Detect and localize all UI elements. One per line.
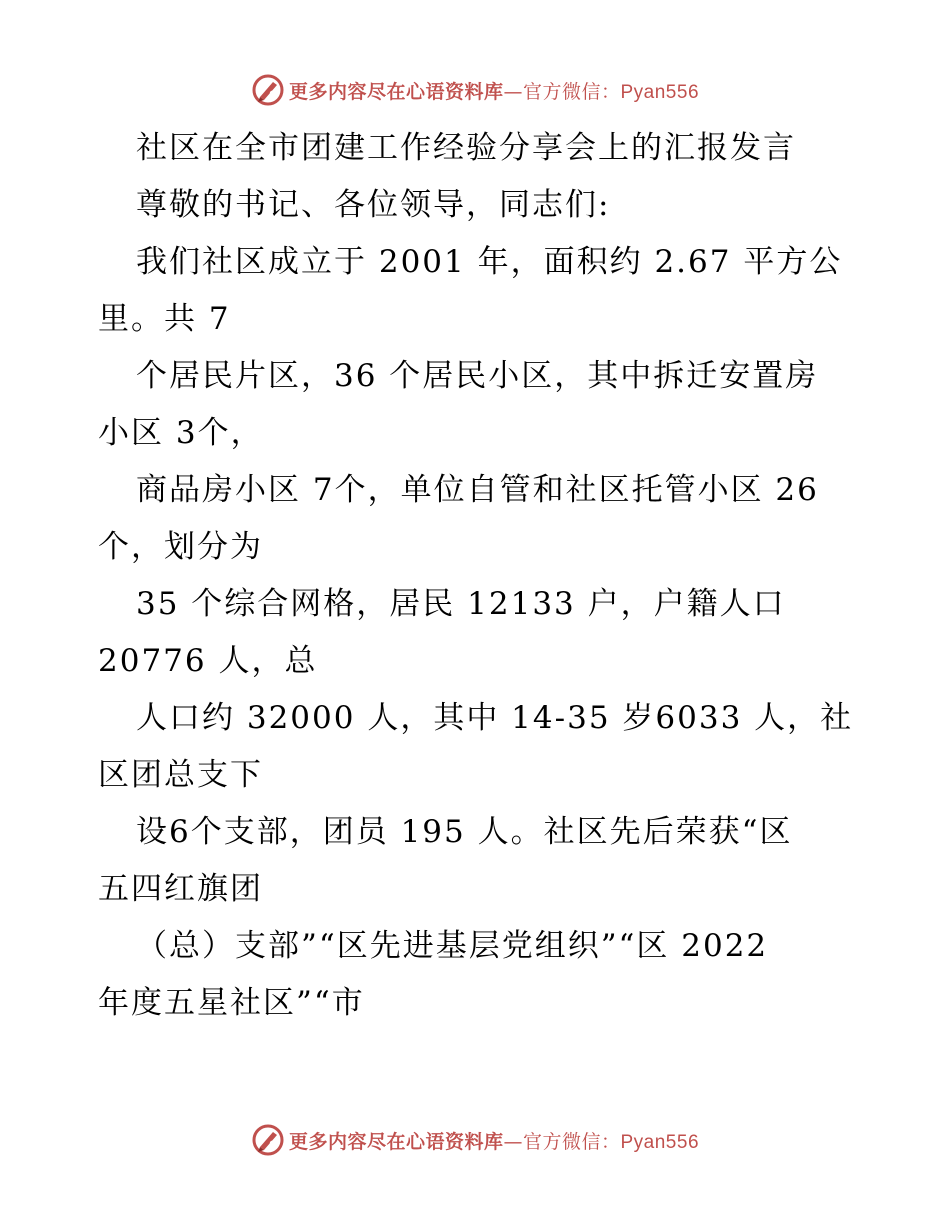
paragraph-line: 设6个支部，团员 195 人。社区先后荣获“区: [136, 814, 793, 850]
footer-separator: —: [503, 1130, 523, 1153]
header-brand: 更多内容尽在心语资料库: [288, 80, 504, 103]
document-body: [98, 120, 858, 1032]
footer-handle: Pyan556: [620, 1131, 700, 1153]
header-contact-label: 官方微信：: [522, 80, 621, 103]
paragraph-line: 个，划分为: [98, 529, 263, 565]
header-text: [289, 77, 699, 104]
paragraph-line: （总）支部”“区先进基层党组织”“区 2022: [136, 928, 769, 964]
paragraph-line: 个居民片区，36 个居民小区，其中拆迁安置房: [136, 358, 819, 394]
paragraph-line: 我们社区成立于 2001 年，面积约 2.67 平方公: [136, 244, 843, 280]
pen-logo-icon: [251, 1123, 285, 1157]
pen-logo-icon: [251, 73, 285, 107]
footer-text: [289, 1127, 699, 1154]
paragraph-line: 小区 3个，: [98, 415, 264, 451]
paragraph-line: 35 个综合网格，居民 12133 户，户籍人口: [136, 586, 786, 622]
paragraph-line: 里。共 7: [98, 301, 231, 337]
paragraph-line: 商品房小区 7个，单位自管和社区托管小区 26: [136, 472, 819, 508]
footer-brand: 更多内容尽在心语资料库: [288, 1130, 504, 1153]
header-handle: Pyan556: [620, 81, 700, 103]
footer-contact-label: 官方微信：: [522, 1130, 621, 1153]
paragraph-line: 人口约 32000 人，其中 14-35 岁6033 人，社: [136, 700, 854, 736]
paragraph-line: 年度五星社区”“市: [98, 985, 365, 1021]
header-banner: [0, 70, 950, 110]
paragraph-line: 20776 人，总: [98, 643, 318, 679]
footer-banner: [0, 1120, 950, 1160]
document-title: 社区在全市团建工作经验分享会上的汇报发言: [136, 130, 796, 166]
paragraph-line: 区团总支下: [98, 757, 263, 793]
paragraph-line: 五四红旗团: [98, 871, 263, 907]
salutation: 尊敬的书记、各位领导，同志们:: [136, 187, 611, 223]
header-separator: —: [503, 80, 523, 103]
